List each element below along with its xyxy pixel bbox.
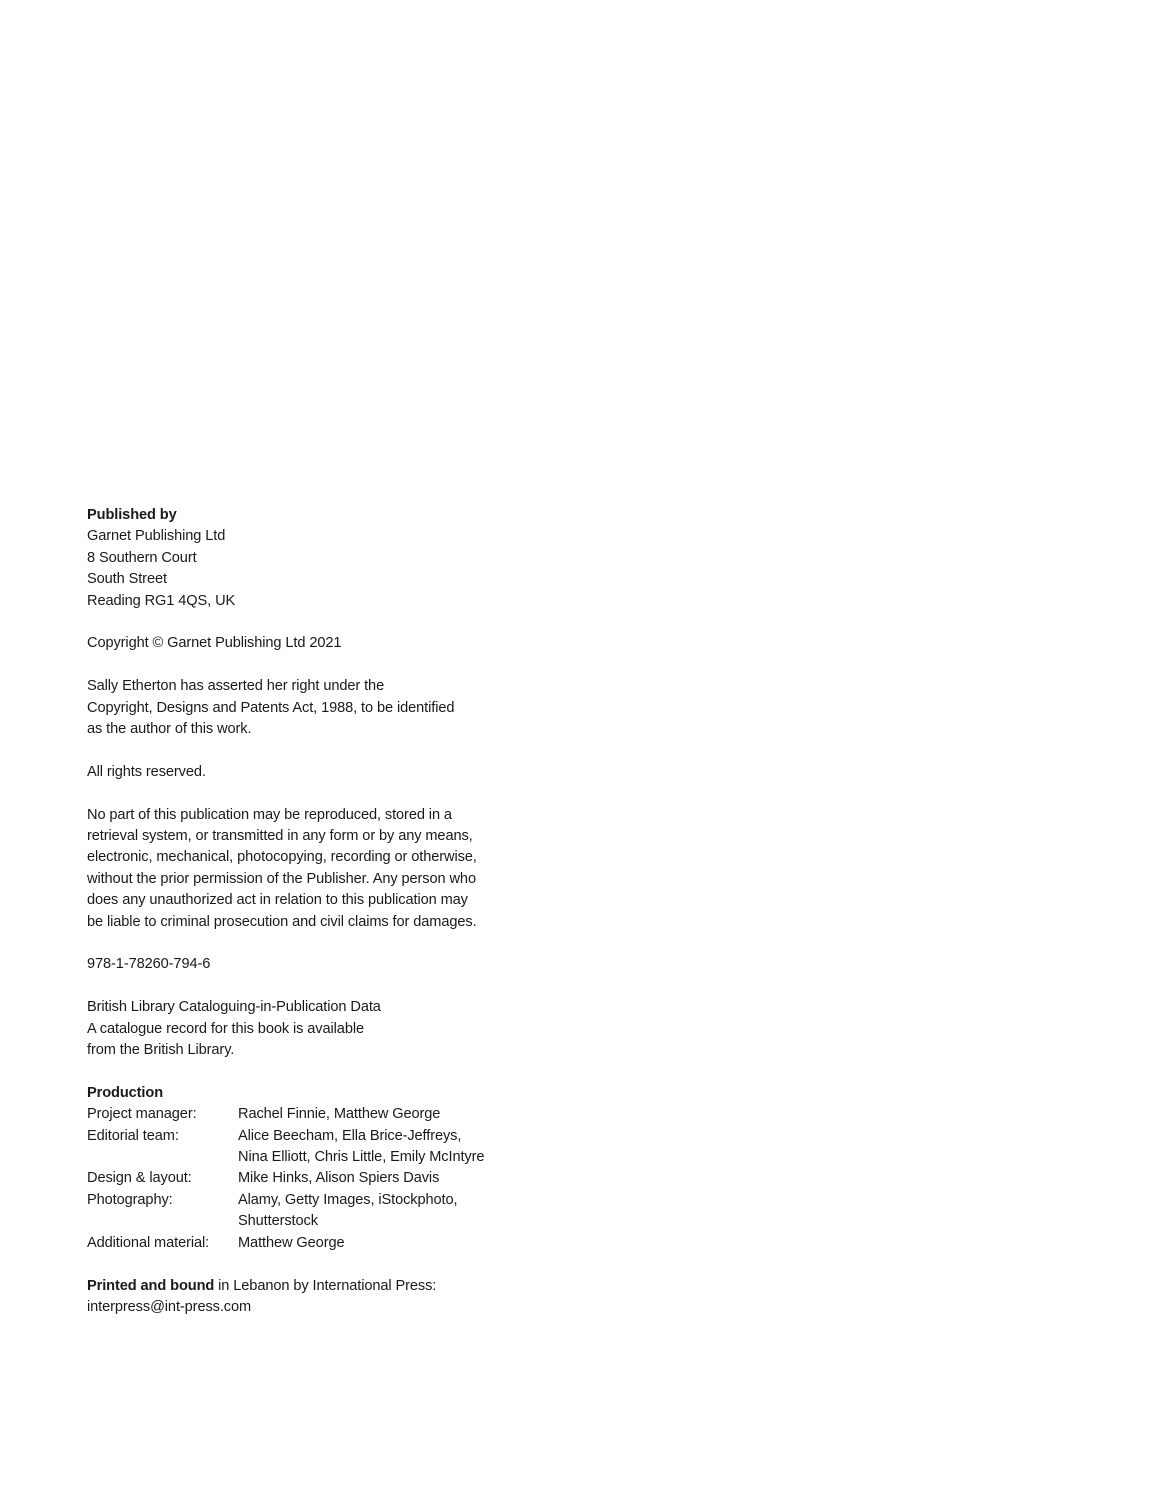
production-credits xyxy=(87,1104,527,1254)
published-by-heading: Published by xyxy=(87,507,177,523)
publisher-address-line: South Street xyxy=(87,571,167,588)
credit-role: Editorial team: xyxy=(87,1127,179,1144)
credit-role: Photography: xyxy=(87,1191,173,1208)
legal-notice-line: retrieval system, or transmitted in any form or by any means, xyxy=(87,828,473,845)
printer-email: interpress@int-press.com xyxy=(87,1298,252,1315)
production-section xyxy=(87,1083,527,1254)
credit-role: Additional material: xyxy=(87,1234,210,1251)
author-rights-line: Sally Etherton has asserted her right under the xyxy=(87,678,385,695)
printing-section xyxy=(87,1276,527,1319)
publisher-address-line: Reading RG1 4QS, UK xyxy=(87,592,236,609)
credit-names: Mike Hinks, Alison Spiers Davis xyxy=(238,1170,440,1187)
legal-notice-line: No part of this publication may be reproduced, stored in a xyxy=(87,806,452,823)
rights-reserved: All rights reserved. xyxy=(87,763,206,780)
imprint-page xyxy=(87,505,527,1318)
publisher-address-line: 8 Southern Court xyxy=(87,549,197,566)
legal-notice-section xyxy=(87,805,527,933)
credit-role: Design & layout: xyxy=(87,1170,192,1187)
cataloguing-line: British Library Cataloguing-in-Publication Data xyxy=(87,999,381,1016)
publisher-name: Garnet Publishing Ltd xyxy=(87,528,226,545)
credit-names: Matthew George xyxy=(238,1234,345,1251)
author-rights-line: as the author of this work. xyxy=(87,721,252,738)
legal-notice-line: does any unauthorized act in relation to this publication may xyxy=(87,892,468,909)
publisher-section xyxy=(87,505,527,612)
credit-names: Shutterstock xyxy=(238,1213,318,1230)
author-rights-line: Copyright, Designs and Patents Act, 1988, to be identified xyxy=(87,699,455,716)
credit-names: Alice Beecham, Ella Brice-Jeffreys, xyxy=(238,1127,462,1144)
legal-notice-line: be liable to criminal prosecution and civil claims for damages. xyxy=(87,913,477,930)
legal-notice-line: electronic, mechanical, photocopying, recording or otherwise, xyxy=(87,849,477,866)
cataloguing-section xyxy=(87,997,527,1061)
copyright-notice: Copyright © Garnet Publishing Ltd 2021 xyxy=(87,635,342,652)
author-rights-section xyxy=(87,676,527,740)
production-heading: Production xyxy=(87,1084,164,1101)
printing-location: in Lebanon by International Press: xyxy=(214,1277,437,1294)
printing-line xyxy=(87,1276,527,1297)
isbn: 978-1-78260-794-6 xyxy=(87,956,211,973)
credit-names: Nina Elliott, Chris Little, Emily McIntyre xyxy=(238,1149,485,1166)
printed-and-bound-label: Printed and bound xyxy=(87,1277,215,1294)
legal-notice-line: without the prior permission of the Publisher. Any person who xyxy=(87,870,476,887)
cataloguing-line: A catalogue record for this book is available xyxy=(87,1020,364,1037)
credit-names: Rachel Finnie, Matthew George xyxy=(238,1106,441,1123)
credit-names: Alamy, Getty Images, iStockphoto, xyxy=(238,1191,458,1208)
cataloguing-line: from the British Library. xyxy=(87,1042,235,1059)
credit-role: Project manager: xyxy=(87,1106,197,1123)
